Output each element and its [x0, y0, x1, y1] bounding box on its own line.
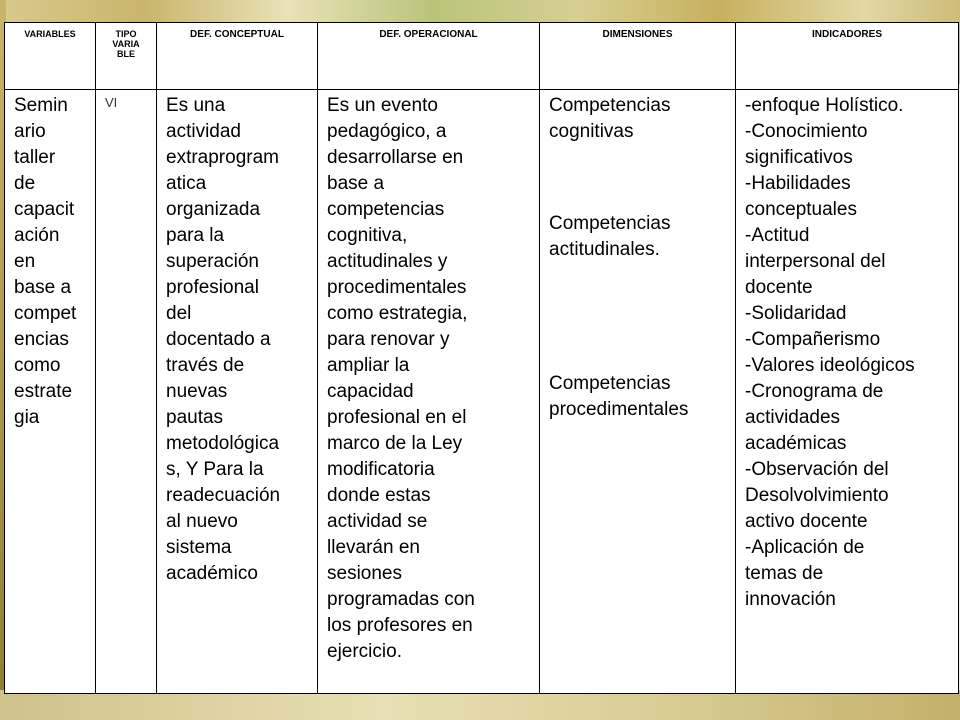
header-variables: VARIABLES: [5, 23, 96, 90]
def-operacional-text-line: para renovar y: [327, 329, 450, 350]
indicador-text-line: docente: [745, 277, 813, 298]
indicador-text-line: actividades: [745, 407, 841, 428]
def-conceptual-text-line: Es una: [166, 95, 226, 116]
indicador-text-line: conceptuales: [745, 199, 857, 220]
def-conceptual-text-line: superación: [166, 251, 259, 272]
variable-text-line: gia: [14, 407, 40, 428]
def-conceptual-text-line: atica: [166, 173, 207, 194]
dimension-text-line: procedimentales: [549, 399, 689, 420]
def-operacional-text-line: sesiones: [327, 563, 402, 584]
indicador-text-line: interpersonal del: [745, 251, 886, 272]
header-tipo-variable: [96, 23, 157, 90]
def-operacional-text-line: profesional en el: [327, 407, 467, 428]
def-conceptual-text-line: pautas: [166, 407, 224, 428]
def-conceptual-text-line: través de: [166, 355, 245, 376]
header-def-conceptual: DEF. CONCEPTUAL: [157, 23, 318, 90]
def-operacional-text-line: actividad se: [327, 511, 428, 532]
indicador-text-line: -enfoque Holístico.: [745, 95, 904, 116]
def-conceptual-text-line: sistema: [166, 537, 232, 558]
variable-text-line: encias: [14, 329, 69, 350]
variable-text-line: ación: [14, 225, 60, 246]
indicador-text-line: -Compañerismo: [745, 329, 881, 350]
header-indicadores: INDICADORES: [736, 23, 959, 90]
def-conceptual-text-line: actividad: [166, 121, 241, 142]
header-def-operacional: DEF. OPERACIONAL: [318, 23, 540, 90]
def-conceptual-text-line: s, Y Para la: [166, 459, 264, 480]
variable-text-line: base a: [14, 277, 72, 298]
background-decoration-bottom: [0, 690, 960, 720]
def-operacional-text-line: llevarán en: [327, 537, 420, 558]
def-operacional-text-line: marco de la Ley: [327, 433, 463, 454]
cell-dimensiones: [540, 90, 736, 694]
def-operacional-text-line: cognitiva,: [327, 225, 408, 246]
dimension-text-line: Competencias: [549, 95, 671, 116]
variable-text-line: ario: [14, 121, 46, 142]
def-conceptual-text-line: nuevas: [166, 381, 228, 402]
def-conceptual-text-line: extraprogram: [166, 147, 279, 168]
variable-text-line: estrate: [14, 381, 73, 402]
dimension-item: [549, 211, 731, 263]
def-conceptual-text-line: profesional: [166, 277, 259, 298]
def-operacional-text-line: Es un evento: [327, 95, 438, 116]
cell-variable: [5, 90, 96, 694]
dimension-text-line: actitudinales.: [549, 239, 660, 260]
def-operacional-text-line: actitudinales y: [327, 251, 448, 272]
def-operacional-text-line: base a: [327, 173, 385, 194]
def-operacional-text-line: donde estas: [327, 485, 431, 506]
def-operacional-text-line: los profesores en: [327, 615, 473, 636]
indicador-text-line: Desolvolvimiento: [745, 485, 889, 506]
dimension-text-line: cognitivas: [549, 121, 634, 142]
def-conceptual-text-line: docentado a: [166, 329, 271, 350]
table-header-row: [5, 23, 959, 90]
def-operacional-text-line: ejercicio.: [327, 641, 402, 662]
def-conceptual-text-line: metodológica: [166, 433, 280, 454]
def-conceptual-text-line: del: [166, 303, 192, 324]
variable-text-line: Semin: [14, 95, 68, 116]
indicador-text-line: -Solidaridad: [745, 303, 847, 324]
def-operacional-text-line: ampliar la: [327, 355, 410, 376]
def-conceptual-text-line: académico: [166, 563, 258, 584]
indicador-text-line: -Observación del: [745, 459, 889, 480]
indicador-text-line: académicas: [745, 433, 847, 454]
def-conceptual-text-line: readecuación: [166, 485, 281, 506]
indicador-text-line: -Conocimiento: [745, 121, 868, 142]
def-conceptual-text-line: organizada: [166, 199, 261, 220]
table-row: [5, 90, 959, 694]
dimension-text-line: Competencias: [549, 213, 671, 234]
def-operacional-text-line: desarrollarse en: [327, 147, 464, 168]
variable-text-line: capacit: [14, 199, 75, 220]
header-tipo-line: BLE: [117, 49, 135, 59]
header-dimensiones: DIMENSIONES: [540, 23, 736, 90]
header-tipo-line: TIPO: [115, 29, 137, 39]
variable-text-line: como: [14, 355, 61, 376]
cell-tipo: VI: [96, 90, 157, 694]
variable-text-line: compet: [14, 303, 77, 324]
dimension-item: [549, 371, 731, 423]
indicador-text-line: -Actitud: [745, 225, 810, 246]
dimension-item: [549, 93, 731, 145]
indicador-text-line: -Valores ideológicos: [745, 355, 915, 376]
def-operacional-text-line: como estrategia,: [327, 303, 468, 324]
indicador-text-line: activo docente: [745, 511, 868, 532]
cell-def-conceptual: [157, 90, 318, 694]
variable-text-line: taller: [14, 147, 56, 168]
def-operacional-text-line: pedagógico, a: [327, 121, 447, 142]
indicador-text-line: -Aplicación de: [745, 537, 865, 558]
indicador-text-line: -Cronograma de: [745, 381, 884, 402]
header-tipo-line: VARIA: [112, 39, 140, 49]
dimension-spacer: [549, 145, 731, 211]
def-conceptual-text-line: al nuevo: [166, 511, 238, 532]
variable-text-line: en: [14, 251, 36, 272]
variables-table: [4, 22, 959, 694]
cell-indicadores: [736, 90, 959, 694]
dimension-text-line: Competencias: [549, 373, 671, 394]
indicador-text-line: -Habilidades: [745, 173, 851, 194]
variable-text-line: de: [14, 173, 36, 194]
cell-def-operacional: [318, 90, 540, 694]
indicador-text-line: innovación: [745, 589, 836, 610]
def-operacional-text-line: procedimentales: [327, 277, 467, 298]
indicador-text-line: significativos: [745, 147, 853, 168]
def-operacional-text-line: capacidad: [327, 381, 414, 402]
def-operacional-text-line: programadas con: [327, 589, 475, 610]
dimension-spacer: [549, 263, 731, 371]
def-operacional-text-line: modificatoria: [327, 459, 435, 480]
indicador-text-line: temas de: [745, 563, 824, 584]
def-conceptual-text-line: para la: [166, 225, 225, 246]
def-operacional-text-line: competencias: [327, 199, 445, 220]
